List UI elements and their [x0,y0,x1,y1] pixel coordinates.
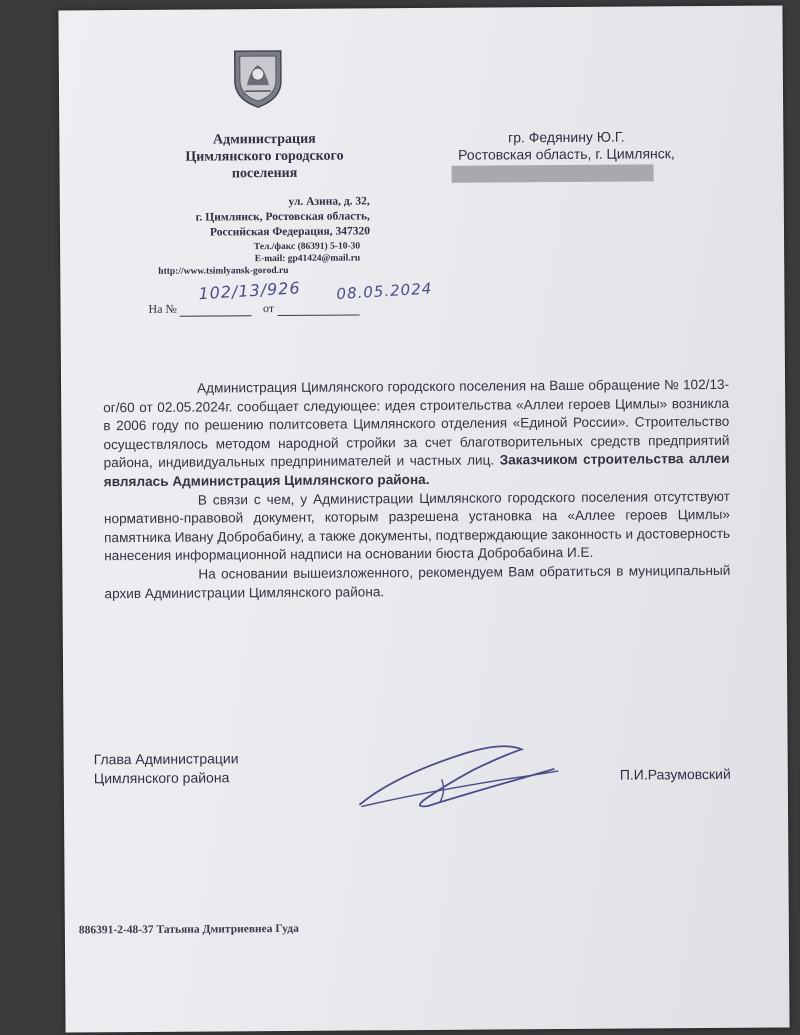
sender-phone: Тел./факс (86391) 5-10-30 [253,241,361,253]
signatory-position-line-2: Цимлянского района [93,769,230,787]
signatory-name: П.И.Разумовский [619,765,731,783]
sender-line-2: Цимлянского городского [185,148,344,165]
recipient-block [431,128,701,164]
address-line-1: ул. Азина, д. 32, [288,195,370,208]
sender-contacts [120,240,360,278]
body-paragraph-1-text: Администрация Цимлянского городского поселения на Ваше обращение № 102/13-ог/60 от 02.05.2024г. сообщает следующее: идея строительства «Аллеи героев Цимлы» возникла в 2006 году по решению политсовета Цимлянского отделения «Единой России». Строительство осуществлялось методом народной стройки за счет благотворительных средств предприятий района, индивидуальных предпринимателей и частных лиц. [103,376,730,471]
reference-number-label: На № [148,301,178,316]
reference-line [148,300,359,316]
recipient-city: Ростовская область, г. Цимлянск, [458,145,675,163]
coat-of-arms-emblem [231,47,285,109]
body-paragraph-3: На основании вышеизложенного, рекомендуем Вам обратиться в муниципальный архив Администрации Цимлянского района. [104,562,731,601]
sender-website: http://www.tsimlyansk-gorod.ru [158,265,289,277]
reference-date-blank [277,314,359,316]
sender-line-1: Администрация [212,131,316,148]
letter-page [58,5,789,1032]
sender-line-3: поселения [231,165,298,182]
sender-address [120,194,370,241]
handwritten-outgoing-date: 08.05.2024 [335,279,433,304]
signatory-position-line-1: Глава Администрации [93,750,239,768]
sender-organization [139,130,389,183]
reference-number-blank [180,315,252,317]
reference-date-label: от [262,301,275,316]
address-line-2: г. Цимлянск, Ростовская область, [195,210,370,224]
body-paragraph-1 [103,376,730,492]
handwritten-signature [354,735,565,816]
body-paragraph-1-bold: Заказчиком строительства аллеи являлась Администрация Цимлянского района. [103,451,730,490]
redacted-address-bar [452,164,654,182]
body-paragraph-2: В связи с чем, у Администрации Цимлянского городского поселения отсутствуют нормативно-правовой документ, которым разрешена установка на «Аллее героев Цимлы» памятника Ивану Добробабину, а также документы, подтверждающие законность и достоверность нанесения информационной надписи на основании бюста Добробабина И.Е. [103,488,731,564]
footer-contact: 886391-2-48-37 Татьяна Дмитриевнеа Гуда [78,922,299,937]
handwritten-outgoing-number: 102/13/926 [197,278,302,304]
letter-body [103,376,731,603]
recipient-name: гр. Федянину Ю.Г. [508,128,625,146]
sender-email: E-mail: gp41424@mail.ru [254,253,361,265]
address-line-3: Российская Федерация, 347320 [209,225,371,239]
signatory-position [94,749,239,788]
